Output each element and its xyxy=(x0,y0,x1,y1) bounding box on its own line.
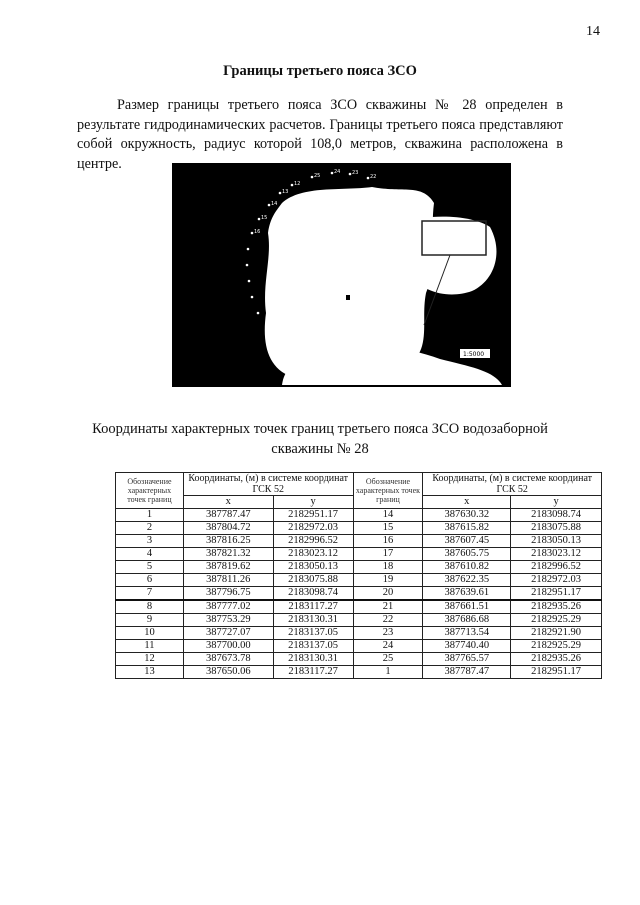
table-cell: 17 xyxy=(353,548,423,561)
table-cell: 387605.75 xyxy=(423,548,511,561)
map-point-label: 12 xyxy=(294,181,301,187)
map-point-label: 25 xyxy=(314,173,321,179)
table-cell: 18 xyxy=(353,561,423,574)
map-point-label: 23 xyxy=(352,170,359,176)
table-row xyxy=(116,600,602,614)
table-cell: 387622.35 xyxy=(423,574,511,587)
body-paragraph: Размер границы третьего пояса ЗСО скважины № 28 определен в результате гидродинамических расчетов. Границы третьего пояса представляют собой окружность, радиус которой 108,0 метров, скважина расположена в центре. xyxy=(77,97,563,172)
table-cell: 8 xyxy=(116,600,184,614)
coordinates-table xyxy=(115,472,602,679)
table-cell: 2183117.27 xyxy=(273,600,353,614)
table-cell: 387821.32 xyxy=(183,548,273,561)
table-cell: 21 xyxy=(353,600,423,614)
table-cell: 6 xyxy=(116,574,184,587)
table-cell: 2182972.03 xyxy=(511,574,602,587)
table-row xyxy=(116,561,602,574)
table-cell: 10 xyxy=(116,627,184,640)
table-cell: 11 xyxy=(116,640,184,653)
table-row xyxy=(116,548,602,561)
table-cell: 2183098.74 xyxy=(511,509,602,522)
table-cell: 15 xyxy=(353,522,423,535)
table-row xyxy=(116,587,602,601)
table-row xyxy=(116,509,602,522)
map-scale-label: 1:5000 xyxy=(463,351,485,358)
table-cell: 2183075.88 xyxy=(511,522,602,535)
table-cell: 387753.29 xyxy=(183,614,273,627)
table-cell: 3 xyxy=(116,535,184,548)
table-row xyxy=(116,653,602,666)
table-cell: 2182935.26 xyxy=(511,653,602,666)
page-number: 14 xyxy=(586,24,600,39)
table-cell: 22 xyxy=(353,614,423,627)
table-cell: 19 xyxy=(353,574,423,587)
table-cell: 20 xyxy=(353,587,423,601)
table-cell: 23 xyxy=(353,627,423,640)
table-cell: 387661.51 xyxy=(423,600,511,614)
col-header-x: x xyxy=(183,496,273,509)
table-cell: 7 xyxy=(116,587,184,601)
table-cell: 2183023.12 xyxy=(273,548,353,561)
table-row xyxy=(116,535,602,548)
table-cell: 2182951.17 xyxy=(511,587,602,601)
table-cell: 387765.57 xyxy=(423,653,511,666)
table-cell: 387819.62 xyxy=(183,561,273,574)
table-cell: 387787.47 xyxy=(183,509,273,522)
table-cell: 387811.26 xyxy=(183,574,273,587)
map-svg xyxy=(172,163,511,387)
table-cell: 387804.72 xyxy=(183,522,273,535)
table-cell: 2182951.17 xyxy=(273,509,353,522)
table-cell: 387639.61 xyxy=(423,587,511,601)
map-center-dot xyxy=(346,295,350,300)
table-cell: 2183130.31 xyxy=(273,614,353,627)
table-cell: 2182951.17 xyxy=(511,666,602,679)
table-cell: 2183075.88 xyxy=(273,574,353,587)
table-row xyxy=(116,666,602,679)
table-cell: 387615.82 xyxy=(423,522,511,535)
map-point-label: 16 xyxy=(254,229,261,235)
map-point-label: 14 xyxy=(271,201,278,207)
table-cell: 387816.25 xyxy=(183,535,273,548)
table-cell: 2182921.90 xyxy=(511,627,602,640)
map-point-label: 22 xyxy=(370,174,377,180)
table-cell: 2183130.31 xyxy=(273,653,353,666)
map-point-label: 24 xyxy=(334,169,341,175)
table-cell: 387713.54 xyxy=(423,627,511,640)
table-cell: 14 xyxy=(353,509,423,522)
zone-map-image xyxy=(172,163,511,387)
table-row xyxy=(116,627,602,640)
table-cell: 1 xyxy=(116,509,184,522)
table-cell: 2182996.52 xyxy=(511,561,602,574)
col-header-point: Обозначение характерных точек границ xyxy=(116,473,184,509)
table-cell: 2183098.74 xyxy=(273,587,353,601)
table-cell: 387673.78 xyxy=(183,653,273,666)
table-row xyxy=(116,574,602,587)
table-cell: 16 xyxy=(353,535,423,548)
table-cell: 2183050.13 xyxy=(273,561,353,574)
map-point-label: 15 xyxy=(261,215,268,221)
table-cell: 2182925.29 xyxy=(511,614,602,627)
table-cell: 2182996.52 xyxy=(273,535,353,548)
col-header-coords: Координаты, (м) в системе координат ГСК 52 xyxy=(423,473,602,496)
table-cell: 387740.40 xyxy=(423,640,511,653)
table-cell: 2183050.13 xyxy=(511,535,602,548)
table-cell: 2183023.12 xyxy=(511,548,602,561)
table-cell: 387686.68 xyxy=(423,614,511,627)
table-cell: 13 xyxy=(116,666,184,679)
table-cell: 5 xyxy=(116,561,184,574)
table-body xyxy=(116,509,602,679)
table-cell: 387630.32 xyxy=(423,509,511,522)
table-cell: 387650.06 xyxy=(183,666,273,679)
table-cell: 2183117.27 xyxy=(273,666,353,679)
table-row xyxy=(116,522,602,535)
page-title: Границы третьего пояса ЗСО xyxy=(223,63,417,79)
table-row xyxy=(116,640,602,653)
table-cell: 387777.02 xyxy=(183,600,273,614)
table-row xyxy=(116,614,602,627)
table-cell: 2182972.03 xyxy=(273,522,353,535)
map-point-label: 13 xyxy=(282,189,289,195)
table-title: Координаты характерных точек границ третьего пояса ЗСО водозаборной скважины № 28 xyxy=(92,421,548,457)
table-cell: 1 xyxy=(353,666,423,679)
table-cell: 4 xyxy=(116,548,184,561)
table-cell: 2183137.05 xyxy=(273,627,353,640)
table-cell: 387700.00 xyxy=(183,640,273,653)
table-cell: 12 xyxy=(116,653,184,666)
table-cell: 2183137.05 xyxy=(273,640,353,653)
table-cell: 387727.07 xyxy=(183,627,273,640)
col-header-y: y xyxy=(273,496,353,509)
col-header-y: y xyxy=(511,496,602,509)
table-cell: 9 xyxy=(116,614,184,627)
table-cell: 25 xyxy=(353,653,423,666)
table-cell: 24 xyxy=(353,640,423,653)
table-cell: 2 xyxy=(116,522,184,535)
table-cell: 387796.75 xyxy=(183,587,273,601)
table-cell: 2182925.29 xyxy=(511,640,602,653)
table-cell: 387607.45 xyxy=(423,535,511,548)
table-cell: 387787.47 xyxy=(423,666,511,679)
col-header-x: x xyxy=(423,496,511,509)
col-header-point: Обозначение характерных точек границ xyxy=(353,473,423,509)
col-header-coords: Координаты, (м) в системе координат ГСК 52 xyxy=(183,473,353,496)
table-cell: 387610.82 xyxy=(423,561,511,574)
table-cell: 2182935.26 xyxy=(511,600,602,614)
